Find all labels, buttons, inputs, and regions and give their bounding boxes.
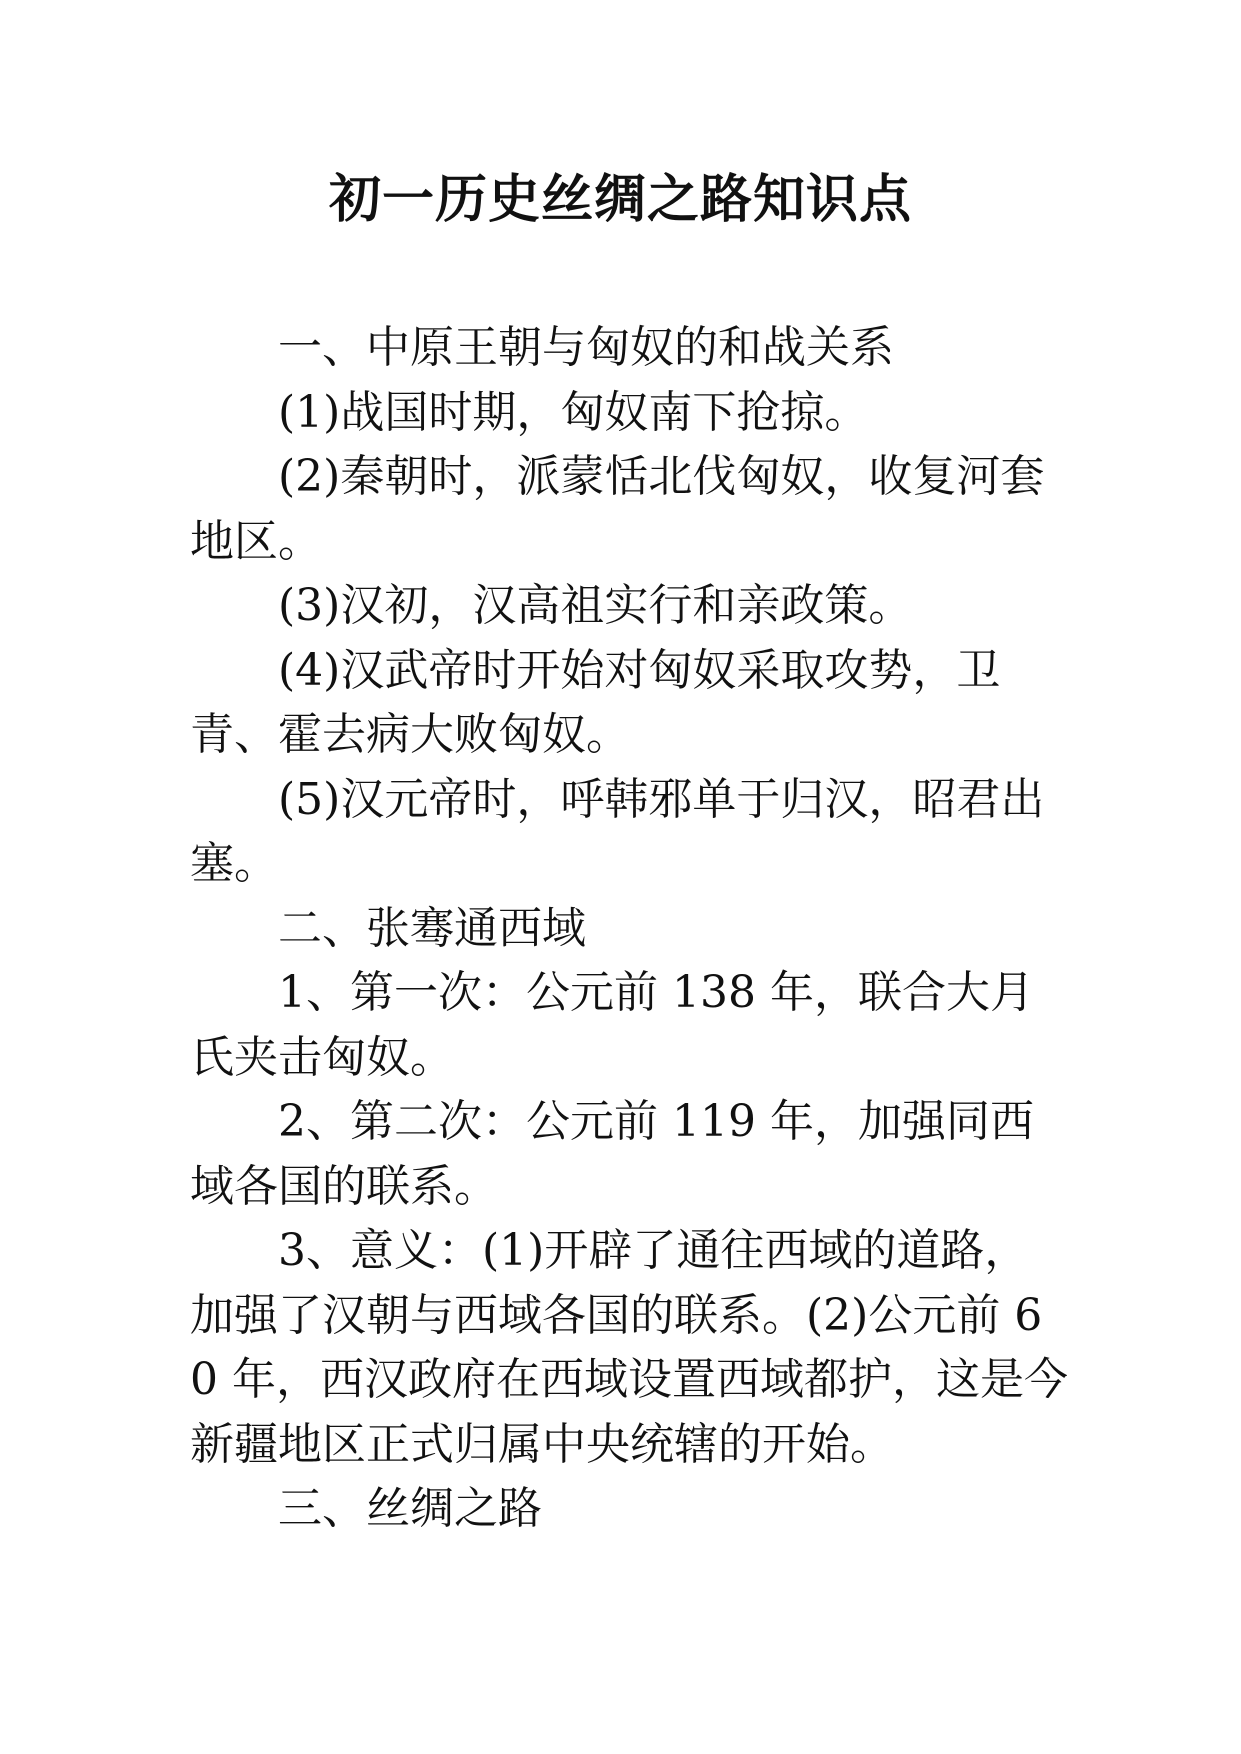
paragraph: 2、第二次：公元前 119 年，加强同西域各国的联系。 (190, 1096, 1034, 1212)
paragraph: (1)战国时期，匈奴南下抢掠。 (278, 386, 869, 438)
document-title: 初一历史丝绸之路知识点 (328, 169, 912, 230)
paragraph: (2)秦朝时，派蒙恬北伐匈奴，收复河套地区。 (190, 451, 1045, 567)
paragraph: (5)汉元帝时，呼韩邪单于归汉，昭君出塞。 (190, 773, 1045, 889)
paragraph: 3、意义：(1)开辟了通往西域的道路，加强了汉朝与西域各国的联系。(2)公元前 60 年，西汉政府在西域设置西域都护，这是今新疆地区正式归属中央统辖的开始。 (190, 1225, 1068, 1470)
paragraph: 1、第一次：公元前 138 年，联合大月氏夹击匈奴。 (190, 967, 1034, 1083)
document-body (190, 316, 1070, 1542)
section-heading-3: 三、丝绸之路 (278, 1483, 542, 1534)
section-heading-1: 一、中原王朝与匈奴的和战关系 (278, 322, 894, 373)
section-heading-2: 二、张骞通西域 (278, 902, 586, 954)
paragraph: (3)汉初，汉高祖实行和亲政策。 (278, 580, 913, 631)
paragraph: (4)汉武帝时开始对匈奴采取攻势，卫青、霍去病大败匈奴。 (190, 644, 1001, 760)
